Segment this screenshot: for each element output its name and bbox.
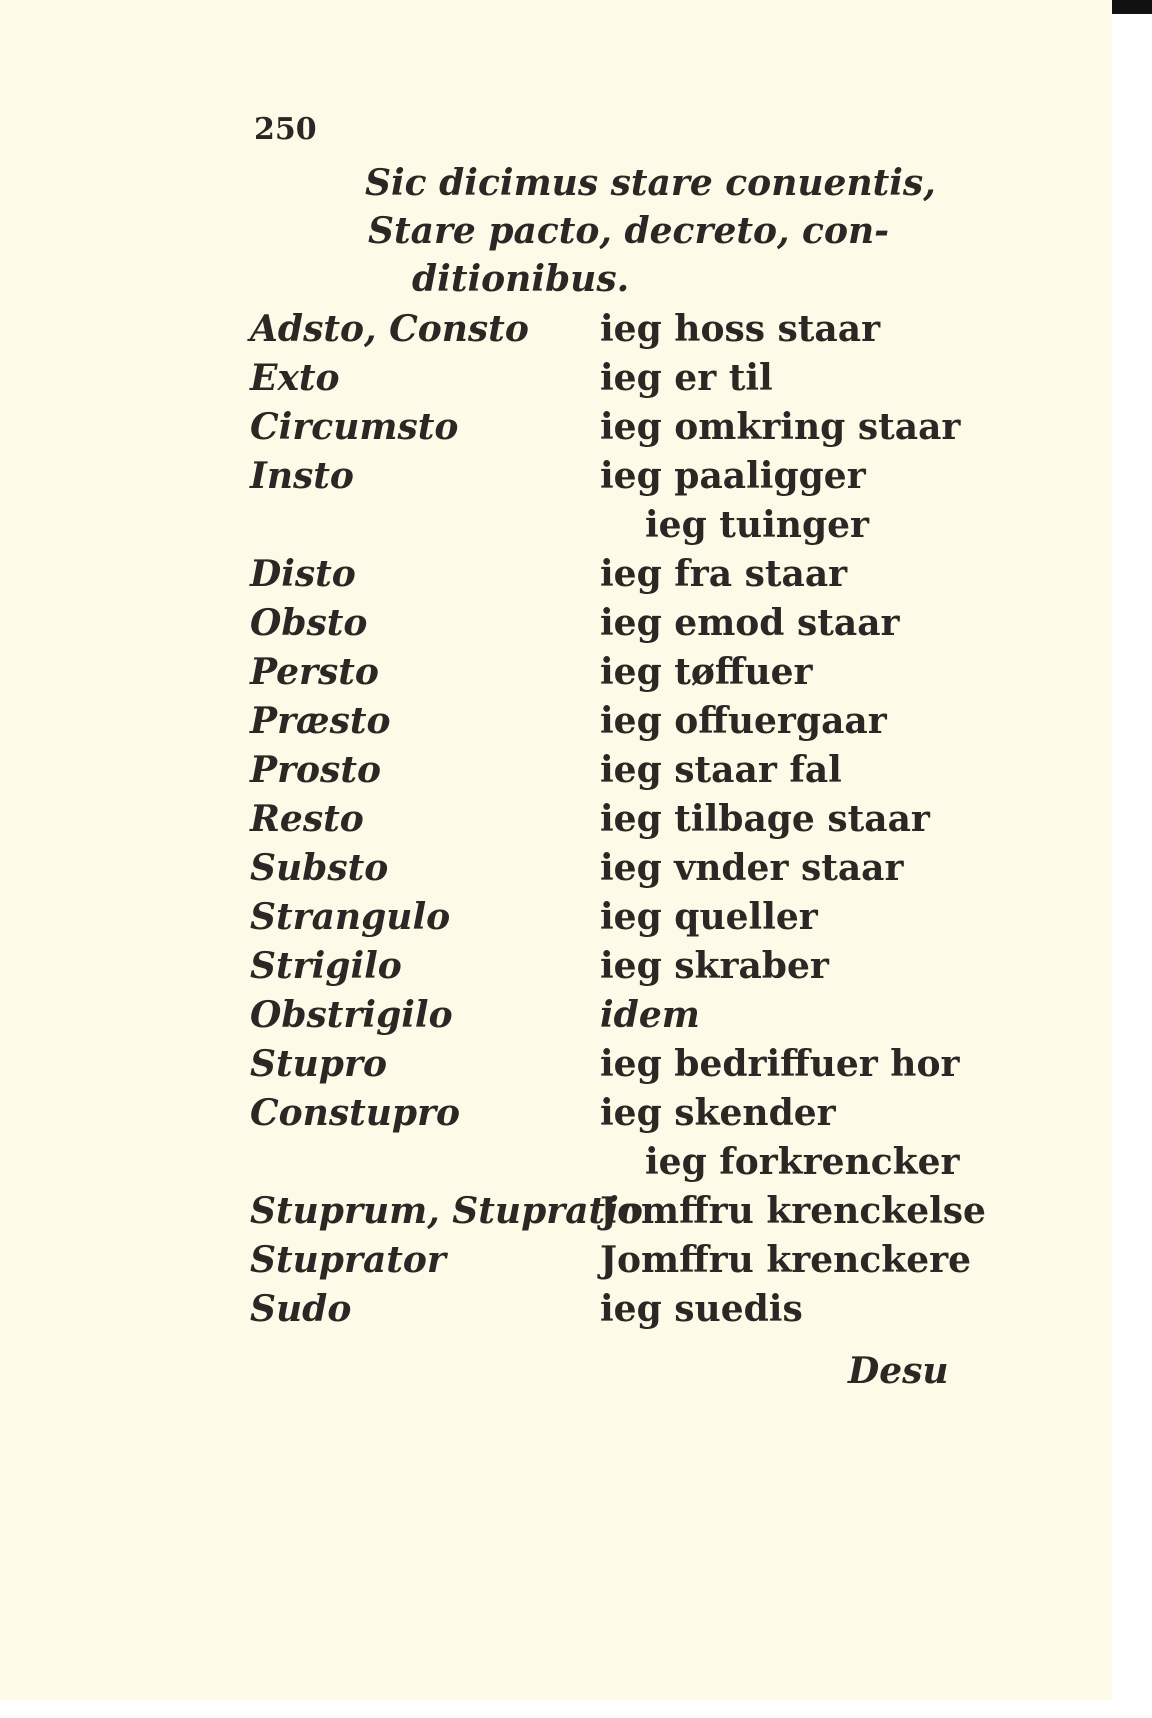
danish-translation: Jomffru krenckelse <box>600 1190 986 1232</box>
intro-line: ditionibus. <box>412 258 630 300</box>
danish-translation: ieg hoss staar <box>600 308 881 350</box>
intro-line: Sic dicimus stare conuentis, <box>365 162 936 204</box>
danish-translation: ieg vnder staar <box>600 847 904 889</box>
danish-translation: ieg staar fal <box>600 749 842 791</box>
danish-translation: idem <box>600 994 700 1036</box>
latin-term: Sudo <box>250 1288 352 1330</box>
danish-translation: Jomffru krenckere <box>600 1239 971 1281</box>
latin-term: Persto <box>250 651 379 693</box>
latin-term: Resto <box>250 798 364 840</box>
latin-term: Circumsto <box>250 406 459 448</box>
danish-translation: ieg skraber <box>600 945 829 987</box>
scan-edge-mark <box>1112 0 1152 14</box>
danish-translation: ieg queller <box>600 896 818 938</box>
danish-translation: ieg omkring staar <box>600 406 961 448</box>
danish-translation: ieg skender <box>600 1092 836 1134</box>
danish-translation: ieg offuergaar <box>600 700 887 742</box>
latin-term: Adsto, Consto <box>250 308 529 350</box>
latin-term: Stuprator <box>250 1239 446 1281</box>
scan-bottom-edge <box>0 1700 1152 1718</box>
latin-term: Prosto <box>250 749 381 791</box>
latin-term: Disto <box>250 553 356 595</box>
latin-term: Obstrigilo <box>250 994 453 1036</box>
latin-term: Præsto <box>250 700 391 742</box>
danish-translation: ieg emod staar <box>600 602 900 644</box>
intro-line: Stare pacto, decreto, con- <box>368 210 890 252</box>
latin-term: Obsto <box>250 602 368 644</box>
page-number: 250 <box>254 112 317 147</box>
danish-translation: ieg tilbage staar <box>600 798 930 840</box>
latin-term: Strangulo <box>250 896 451 938</box>
latin-term: Exto <box>250 357 340 399</box>
danish-translation: ieg tuinger <box>645 504 869 546</box>
latin-term: Substo <box>250 847 389 889</box>
danish-translation: ieg forkrencker <box>645 1141 960 1183</box>
danish-translation: ieg er til <box>600 357 773 399</box>
latin-term: Stuprum, Stupratio <box>250 1190 643 1232</box>
danish-translation: ieg fra staar <box>600 553 848 595</box>
latin-term: Constupro <box>250 1092 461 1134</box>
danish-translation: ieg paaligger <box>600 455 866 497</box>
catchword: Desu <box>848 1350 949 1392</box>
danish-translation: ieg tøffuer <box>600 651 813 693</box>
danish-translation: ieg suedis <box>600 1288 803 1330</box>
latin-term: Strigilo <box>250 945 402 987</box>
danish-translation: ieg bedriffuer hor <box>600 1043 960 1085</box>
latin-term: Insto <box>250 455 354 497</box>
latin-term: Stupro <box>250 1043 387 1085</box>
